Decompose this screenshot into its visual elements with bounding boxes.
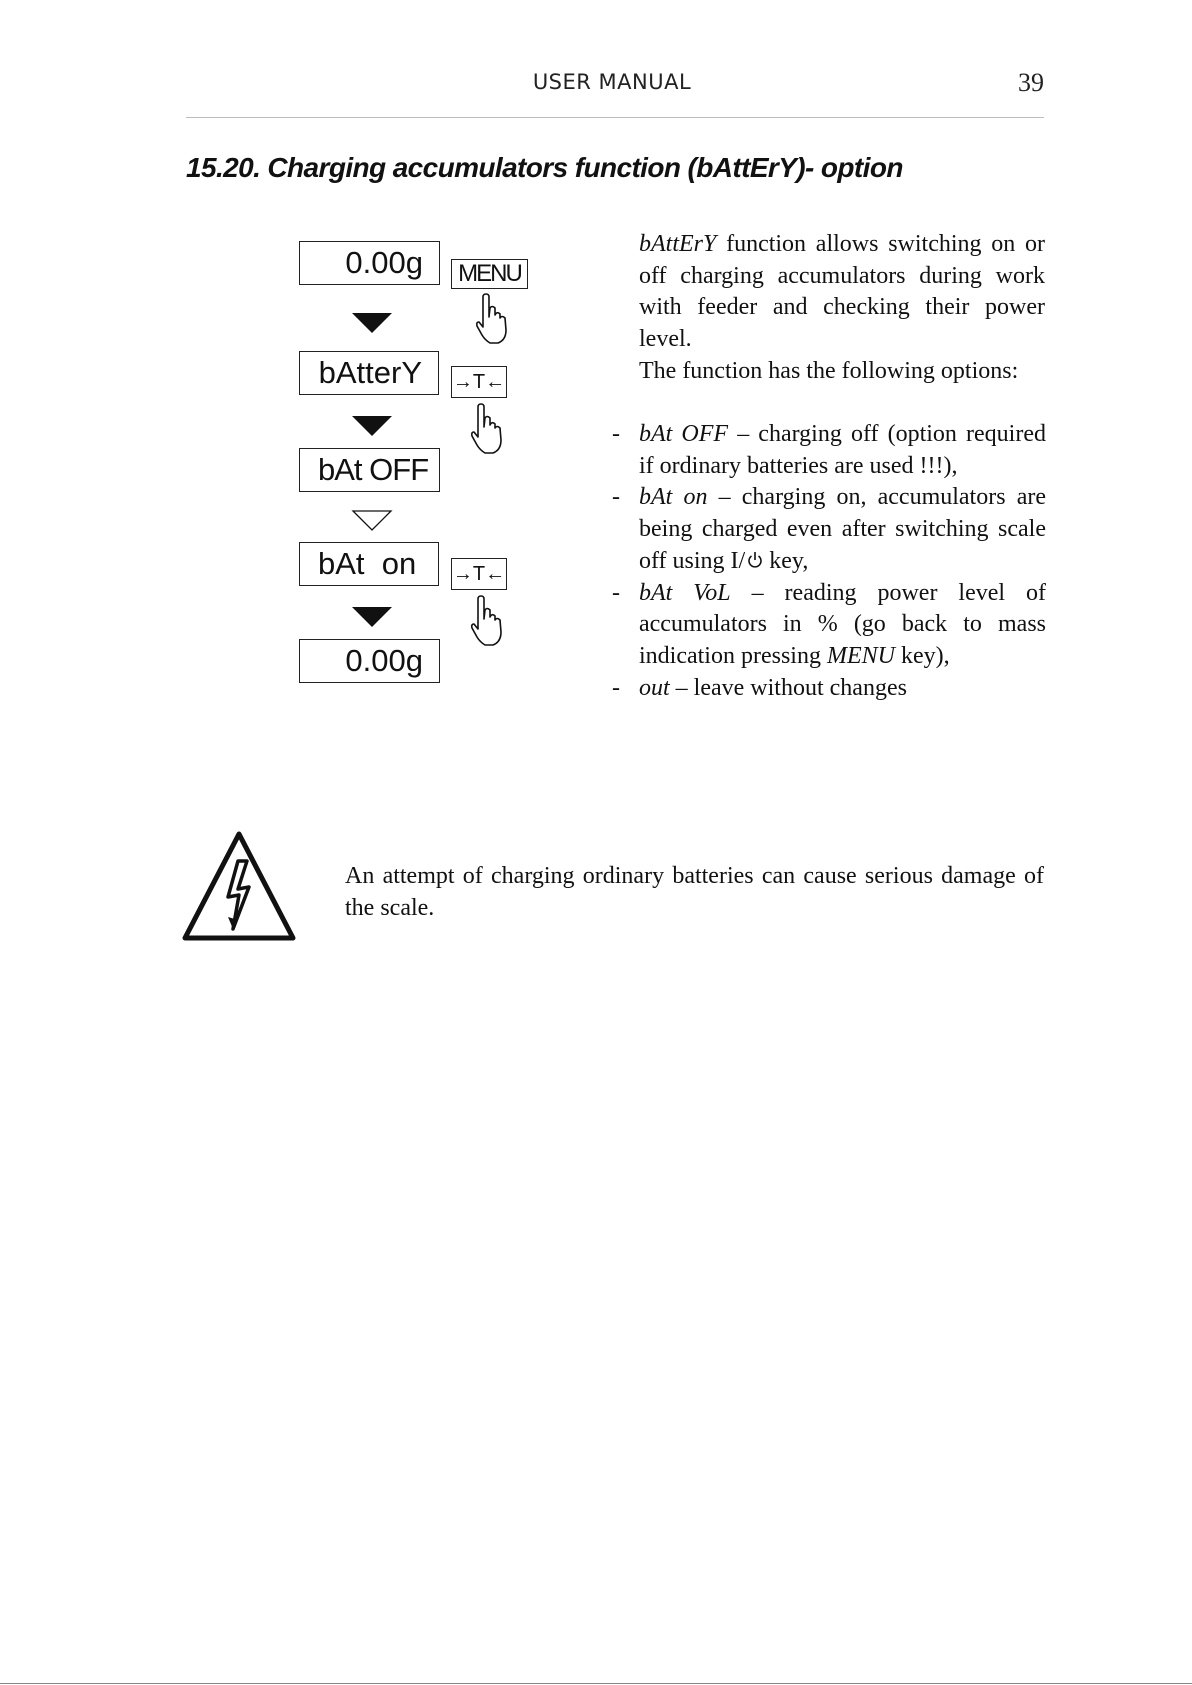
down-arrow-outline-icon [350,509,394,533]
list-bullet: - [612,421,620,447]
intro-text-2: The function has the following options: [639,357,1019,384]
display-battery: bAtterY [299,351,439,395]
option-name: bAt OFF [639,421,729,447]
options-list [612,419,1046,704]
down-arrow-filled-icon [350,311,394,335]
option-text: – charging off (option required if ordinary batteries are used !!!), [639,421,1046,479]
down-arrow-filled-icon [350,605,394,629]
option-text: – leave without changes [669,674,907,701]
option-text-after: key), [894,642,950,669]
option-text: – reading power level of accumulators in % (go back to mass indication pressing [639,579,1046,669]
intro-line-2 [639,356,1045,388]
page-number: 39 [1018,68,1044,97]
intro-paragraph [639,229,1045,388]
pointing-hand-icon [475,293,509,345]
intro-line-1 [639,229,1045,356]
display-mass-start: 0.00g [299,241,440,285]
display-bat-on: bAt on [299,542,439,586]
list-bullet: - [612,674,620,701]
list-item [612,419,1046,482]
list-item [612,578,1046,673]
display-bat-off: bAt OFF [299,448,440,492]
list-item [612,673,1046,705]
list-bullet: - [612,579,620,606]
section-heading: 15.20. Charging accumulators function (bAttErY)- option [186,152,903,183]
option-text: – charging on, accumulators are being charged even after switching scale off using I/ [639,484,1046,574]
intro-text-1: function allows switching on or off charging accumulators during work with feeder and checking their power level. [639,231,1045,353]
function-name: bAttErY [639,231,717,257]
pointing-hand-icon [470,595,504,647]
option-name: bAt VoL [639,579,731,606]
option-name: out [639,674,670,701]
display-mass-end: 0.00g [299,639,440,683]
menu-key: MENU [451,259,528,289]
header-divider [186,117,1044,118]
down-arrow-filled-icon [350,414,394,438]
pointing-hand-icon [470,403,504,455]
option-key-name: MENU [826,642,895,669]
list-item [612,482,1046,577]
tare-key: →T← [451,558,507,590]
option-name: bAt on [639,484,708,511]
option-text-after-icon: key, [763,547,809,574]
warning-text: An attempt of charging ordinary batteries can cause serious damage of the scale. [345,863,1044,921]
list-bullet: - [612,484,620,511]
tare-key: →T← [451,366,507,398]
high-voltage-warning-icon [181,829,297,943]
power-icon [747,551,763,569]
bottom-divider [0,1683,1192,1684]
running-header-title: USER MANUAL [532,70,692,94]
